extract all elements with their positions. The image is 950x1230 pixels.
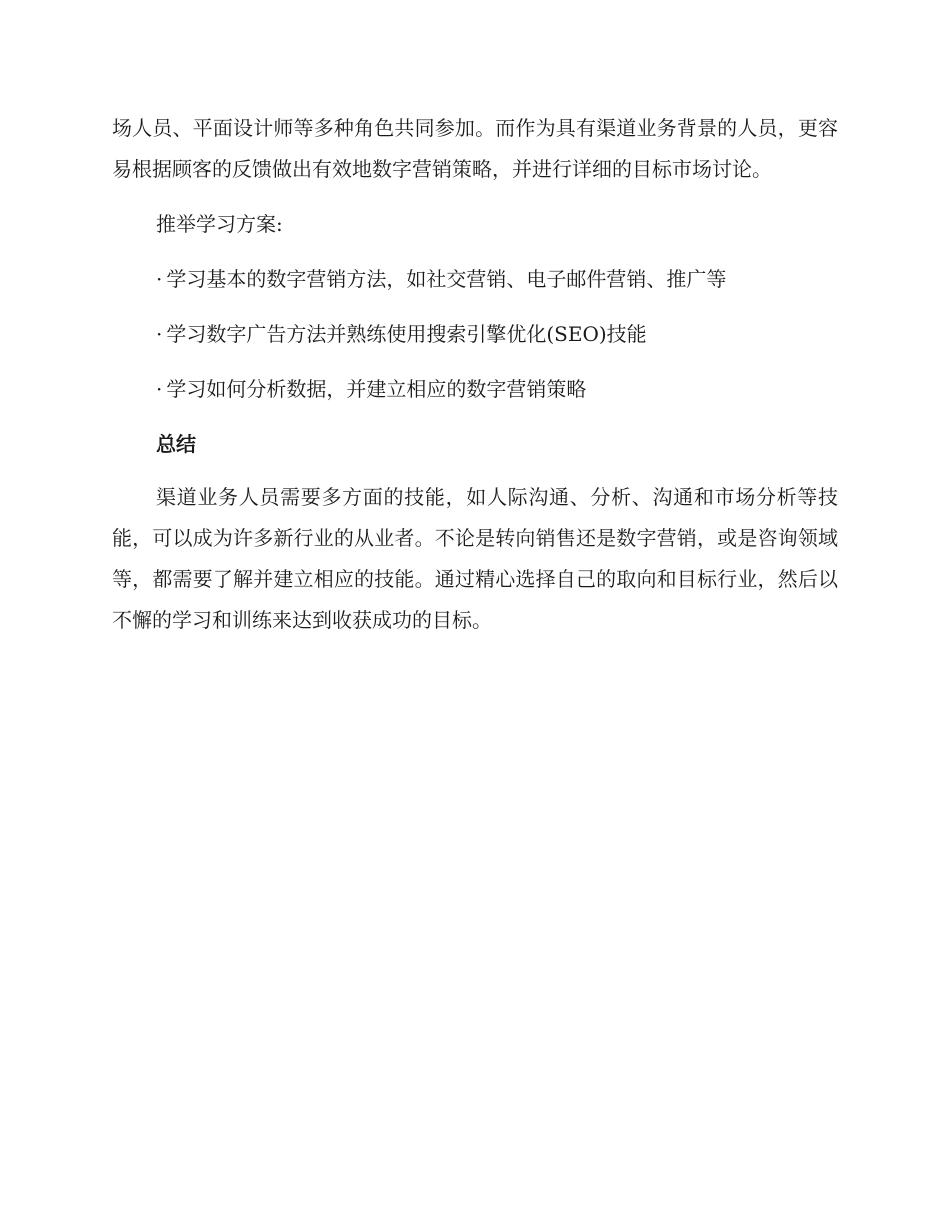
plan-bullet-item [112, 369, 838, 410]
plan-bullet-item [112, 314, 838, 355]
plan-bullet-item [112, 259, 838, 300]
intro-paragraph: 场人员、平面设计师等多种角色共同参加。而作为具有渠道业务背景的人员，更容易根据顾客的反馈做出有效地数字营销策略，并进行详细的目标市场讨论。 [112, 116, 838, 181]
bullet-marker: · [156, 377, 163, 401]
bullet-marker: · [156, 267, 163, 291]
bullet-marker: · [156, 322, 163, 346]
summary-paragraph: 渠道业务人员需要多方面的技能，如人际沟通、分析、沟通和市场分析等技能，可以成为许多新行业的从业者。不论是转向销售还是数字营销，或是咨询领域等，都需要了解并建立相应的技能。通过精心选择自己的取向和目标行业，然后以不懈的学习和训练来达到收获成功的目标。 [112, 485, 838, 632]
plan-bullet-text: 学习数字广告方法并熟练使用搜索引擎优化(SEO)技能 [166, 322, 647, 346]
plan-bullet-text: 学习基本的数字营销方法，如社交营销、电子邮件营销、推广等 [166, 267, 727, 291]
summary-heading: 总结 [156, 432, 196, 456]
study-plan-title: 推举学习方案: [156, 212, 283, 236]
document-body [112, 108, 838, 641]
plan-bullet-text: 学习如何分析数据，并建立相应的数字营销策略 [166, 377, 587, 401]
